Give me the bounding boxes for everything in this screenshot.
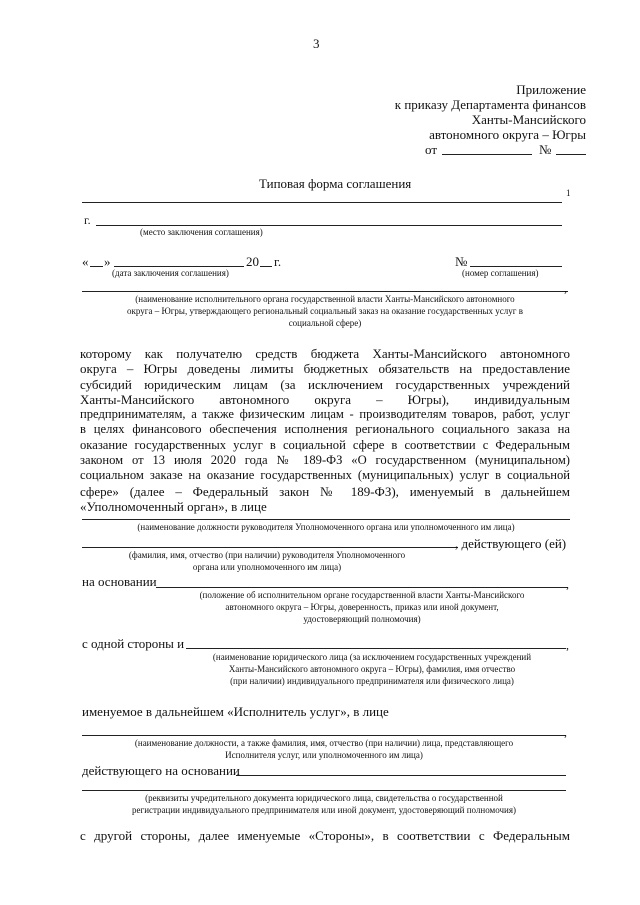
header-number-blank xyxy=(556,154,586,155)
contractor-caption-1: (наименование должности, а также фамилия, имя, отчество (при наличии) лица, представляющего xyxy=(134,738,514,748)
basis-caption-2: автономного округа – Югры, доверенность, приказ или иной документ, xyxy=(225,602,499,612)
form-title: Типовая форма соглашения xyxy=(259,176,412,191)
main-line-4-part-1: Ханты-Мансийского xyxy=(80,391,195,407)
place-caption: (место заключения соглашения) xyxy=(140,227,263,237)
agreement-number-prefix: № xyxy=(455,254,468,269)
head-fio-blank xyxy=(82,547,458,548)
acting-caption-1: (фамилия, имя, отчество (при наличии) руководителя Уполномоченного xyxy=(128,550,406,560)
acting-text: , действующего (ей) xyxy=(455,536,567,551)
acting-basis-caption-2: регистрации индивидуального предпринимателя или иной документ, удостоверяющий полномочия) xyxy=(132,805,516,815)
date-caption: (дата заключения соглашения) xyxy=(112,268,229,278)
main-line-2: округа – Югры доведены лимиты бюджетных обязательств на предоставление xyxy=(80,361,570,377)
main-line-4-part-2: автономного xyxy=(219,391,290,407)
main-line-4-part-6: индивидуальным xyxy=(474,391,570,407)
main-line-7: оказание государственных услуг в социальной сфере в соответствии с Федеральным xyxy=(80,437,570,452)
acting-basis-blank-2 xyxy=(82,790,566,791)
contractor-caption-2: Исполнителя услуг, или уполномоченного им лица) xyxy=(225,750,423,760)
date-year-blank xyxy=(260,266,272,267)
date-year-prefix: 20 xyxy=(246,254,259,269)
basis-caption-1: (положение об исполнительном органе государственной власти Ханты-Мансийского xyxy=(199,590,525,600)
date-day-blank xyxy=(90,266,103,267)
head-position-caption: (наименование должности руководителя Уполномоченного органа или уполномоченного им лица) xyxy=(137,522,515,532)
last-line: с другой стороны, далее именуемые «Стороны», в соответствии с Федеральным xyxy=(80,828,570,843)
main-line-4 xyxy=(80,392,570,407)
authority-blank xyxy=(82,291,568,292)
main-line-4-part-3: округа xyxy=(314,391,352,407)
authority-caption-1: (наименование исполнительного органа государственной власти Ханты-Мансийского автономного xyxy=(135,294,515,304)
date-year-suffix: г. xyxy=(274,254,282,269)
main-line-6: в целях финансового обеспечения исполнения регионального социального заказа на xyxy=(80,422,570,437)
header-line-1: Приложение xyxy=(516,82,586,97)
date-quote-close: » xyxy=(104,254,111,269)
one-side-blank xyxy=(186,648,566,649)
main-line-4-part-4: – xyxy=(376,391,383,407)
title-underline xyxy=(82,202,562,203)
one-side-comma: , xyxy=(566,638,569,652)
authority-caption-3: социальной сфере) xyxy=(288,318,362,328)
page-number: 3 xyxy=(313,36,320,51)
date-month-blank xyxy=(114,266,244,267)
header-line-4: автономного округа – Югры xyxy=(429,127,586,142)
header-date-prefix: от xyxy=(425,142,438,157)
agreement-number-blank xyxy=(470,266,562,267)
one-side-caption-3: (при наличии) индивидуального предпринимателя или физического лица) xyxy=(230,676,514,686)
footnote-mark: 1 xyxy=(566,188,571,198)
head-position-blank xyxy=(82,519,570,520)
basis-prefix: на основании xyxy=(82,574,157,589)
place-prefix: г. xyxy=(84,213,91,227)
contractor-text: именуемое в дальнейшем «Исполнитель услуг», в лице xyxy=(82,704,389,719)
header-line-2: к приказу Департамента финансов xyxy=(394,97,586,112)
main-line-5: предпринимателям, а также физическим лицам - производителям товаров, работ, услуг xyxy=(80,407,570,422)
basis-comma: , xyxy=(566,577,569,591)
acting-basis-caption-1: (реквизиты учредительного документа юридического лица, свидетельства о государственной xyxy=(145,793,503,803)
contractor-blank xyxy=(82,735,566,736)
one-side-prefix: с одной стороны и xyxy=(82,636,185,651)
main-line-9: социальном заказе на оказание государственных (муниципальных) услуг в социальной xyxy=(80,468,570,483)
basis-blank xyxy=(156,587,568,588)
acting-basis-blank-1 xyxy=(236,775,566,776)
main-paragraph xyxy=(80,346,570,514)
main-line-1: которому как получателю средств бюджета Ханты-Мансийского автономного xyxy=(80,346,570,361)
main-line-8: законом от 13 июля 2020 года № 189-ФЗ «О государственном (муниципальном) xyxy=(80,453,570,468)
authority-caption-2: округа – Югры, утверждающего региональный социальный заказ на оказание государственных услуг в xyxy=(127,306,523,316)
main-line-4-part-5: Югры), xyxy=(407,391,450,407)
one-side-caption-1: (наименование юридического лица (за исключением государственных учреждений xyxy=(212,652,532,662)
authority-comma: , xyxy=(564,281,567,295)
header-line-3: Ханты-Мансийского xyxy=(471,112,586,127)
basis-caption-3: удостоверяющий полномочия) xyxy=(303,614,421,624)
main-line-3: субсидий юридическим лицам (за исключением государственных учреждений xyxy=(80,376,570,392)
acting-caption-2: органа или уполномоченного им лица) xyxy=(192,562,342,572)
main-line-11: «Уполномоченный орган», в лице xyxy=(80,498,267,514)
contractor-comma: , xyxy=(564,725,567,739)
place-blank xyxy=(96,225,562,226)
agreement-number-caption: (номер соглашения) xyxy=(462,268,539,278)
header-number-prefix: № xyxy=(539,142,552,157)
header-date-blank xyxy=(442,154,532,155)
one-side-caption-2: Ханты-Мансийского автономного округа – Югры), фамилия, имя отчество xyxy=(228,664,516,674)
main-line-10: сфере» (далее – Федеральный закон № 189-ФЗ), именуемый в дальнейшем xyxy=(80,483,570,499)
date-quote-open: « xyxy=(82,254,89,269)
acting-basis-prefix: действующего на основании xyxy=(82,763,240,778)
